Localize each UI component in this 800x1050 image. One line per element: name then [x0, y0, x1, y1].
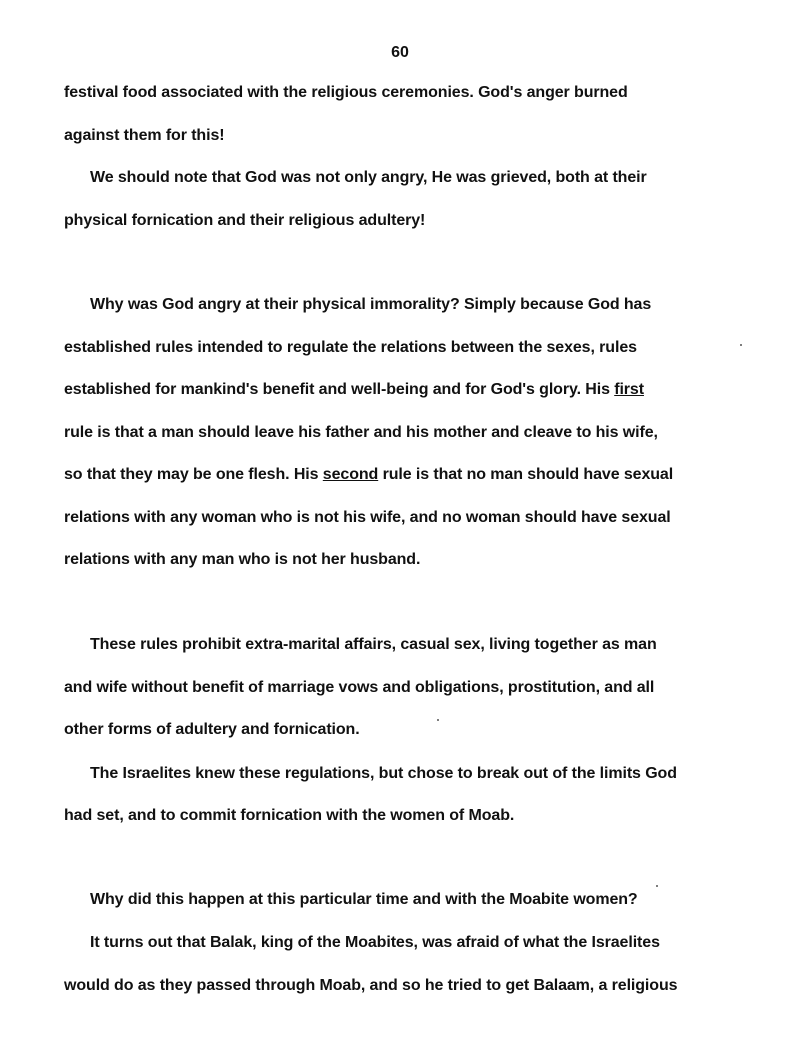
underlined-word: second	[322, 466, 379, 483]
text-segment: so that they may be one flesh. His	[64, 466, 323, 483]
text-line: and wife without benefit of marriage vows and obligations, prostitution, and all	[64, 679, 655, 696]
text-line: festival food associated with the religious ceremonies. God's anger burned	[64, 84, 628, 101]
underlined-word: first	[614, 381, 644, 398]
text-line: against them for this!	[64, 127, 225, 144]
page-number: 60	[391, 44, 409, 61]
text-line: relations with any woman who is not his wife, and no woman should have sexual	[64, 509, 671, 526]
text-line: Why did this happen at this particular time and with the Moabite women?	[90, 891, 638, 908]
text-line: relations with any man who is not her husband.	[64, 551, 421, 568]
text-line: It turns out that Balak, king of the Moabites, was afraid of what the Israelites	[90, 934, 660, 951]
scan-speck	[437, 719, 439, 721]
text-line: Why was God angry at their physical immorality? Simply because God has	[90, 296, 652, 313]
text-segment: established for mankind's benefit and well-being and for God's glory. His	[64, 381, 615, 398]
text-line: established rules intended to regulate the relations between the sexes, rules	[64, 339, 637, 356]
scan-speck	[656, 885, 658, 887]
text-line: other forms of adultery and fornication.	[64, 721, 360, 738]
text-line	[64, 380, 644, 400]
text-line: The Israelites knew these regulations, but chose to break out of the limits God	[90, 765, 677, 782]
text-segment: rule is that no man should have sexual	[378, 466, 674, 483]
text-line: rule is that a man should leave his father and his mother and cleave to his wife,	[64, 424, 658, 441]
text-line: would do as they passed through Moab, and so he tried to get Balaam, a religious	[64, 977, 678, 994]
text-line: physical fornication and their religious adultery!	[64, 212, 426, 229]
text-line: These rules prohibit extra-marital affairs, casual sex, living together as man	[90, 636, 657, 653]
text-line: had set, and to commit fornication with the women of Moab.	[64, 807, 515, 824]
text-line	[64, 465, 673, 485]
text-line: We should note that God was not only angry, He was grieved, both at their	[90, 169, 647, 186]
scan-speck	[740, 344, 742, 346]
